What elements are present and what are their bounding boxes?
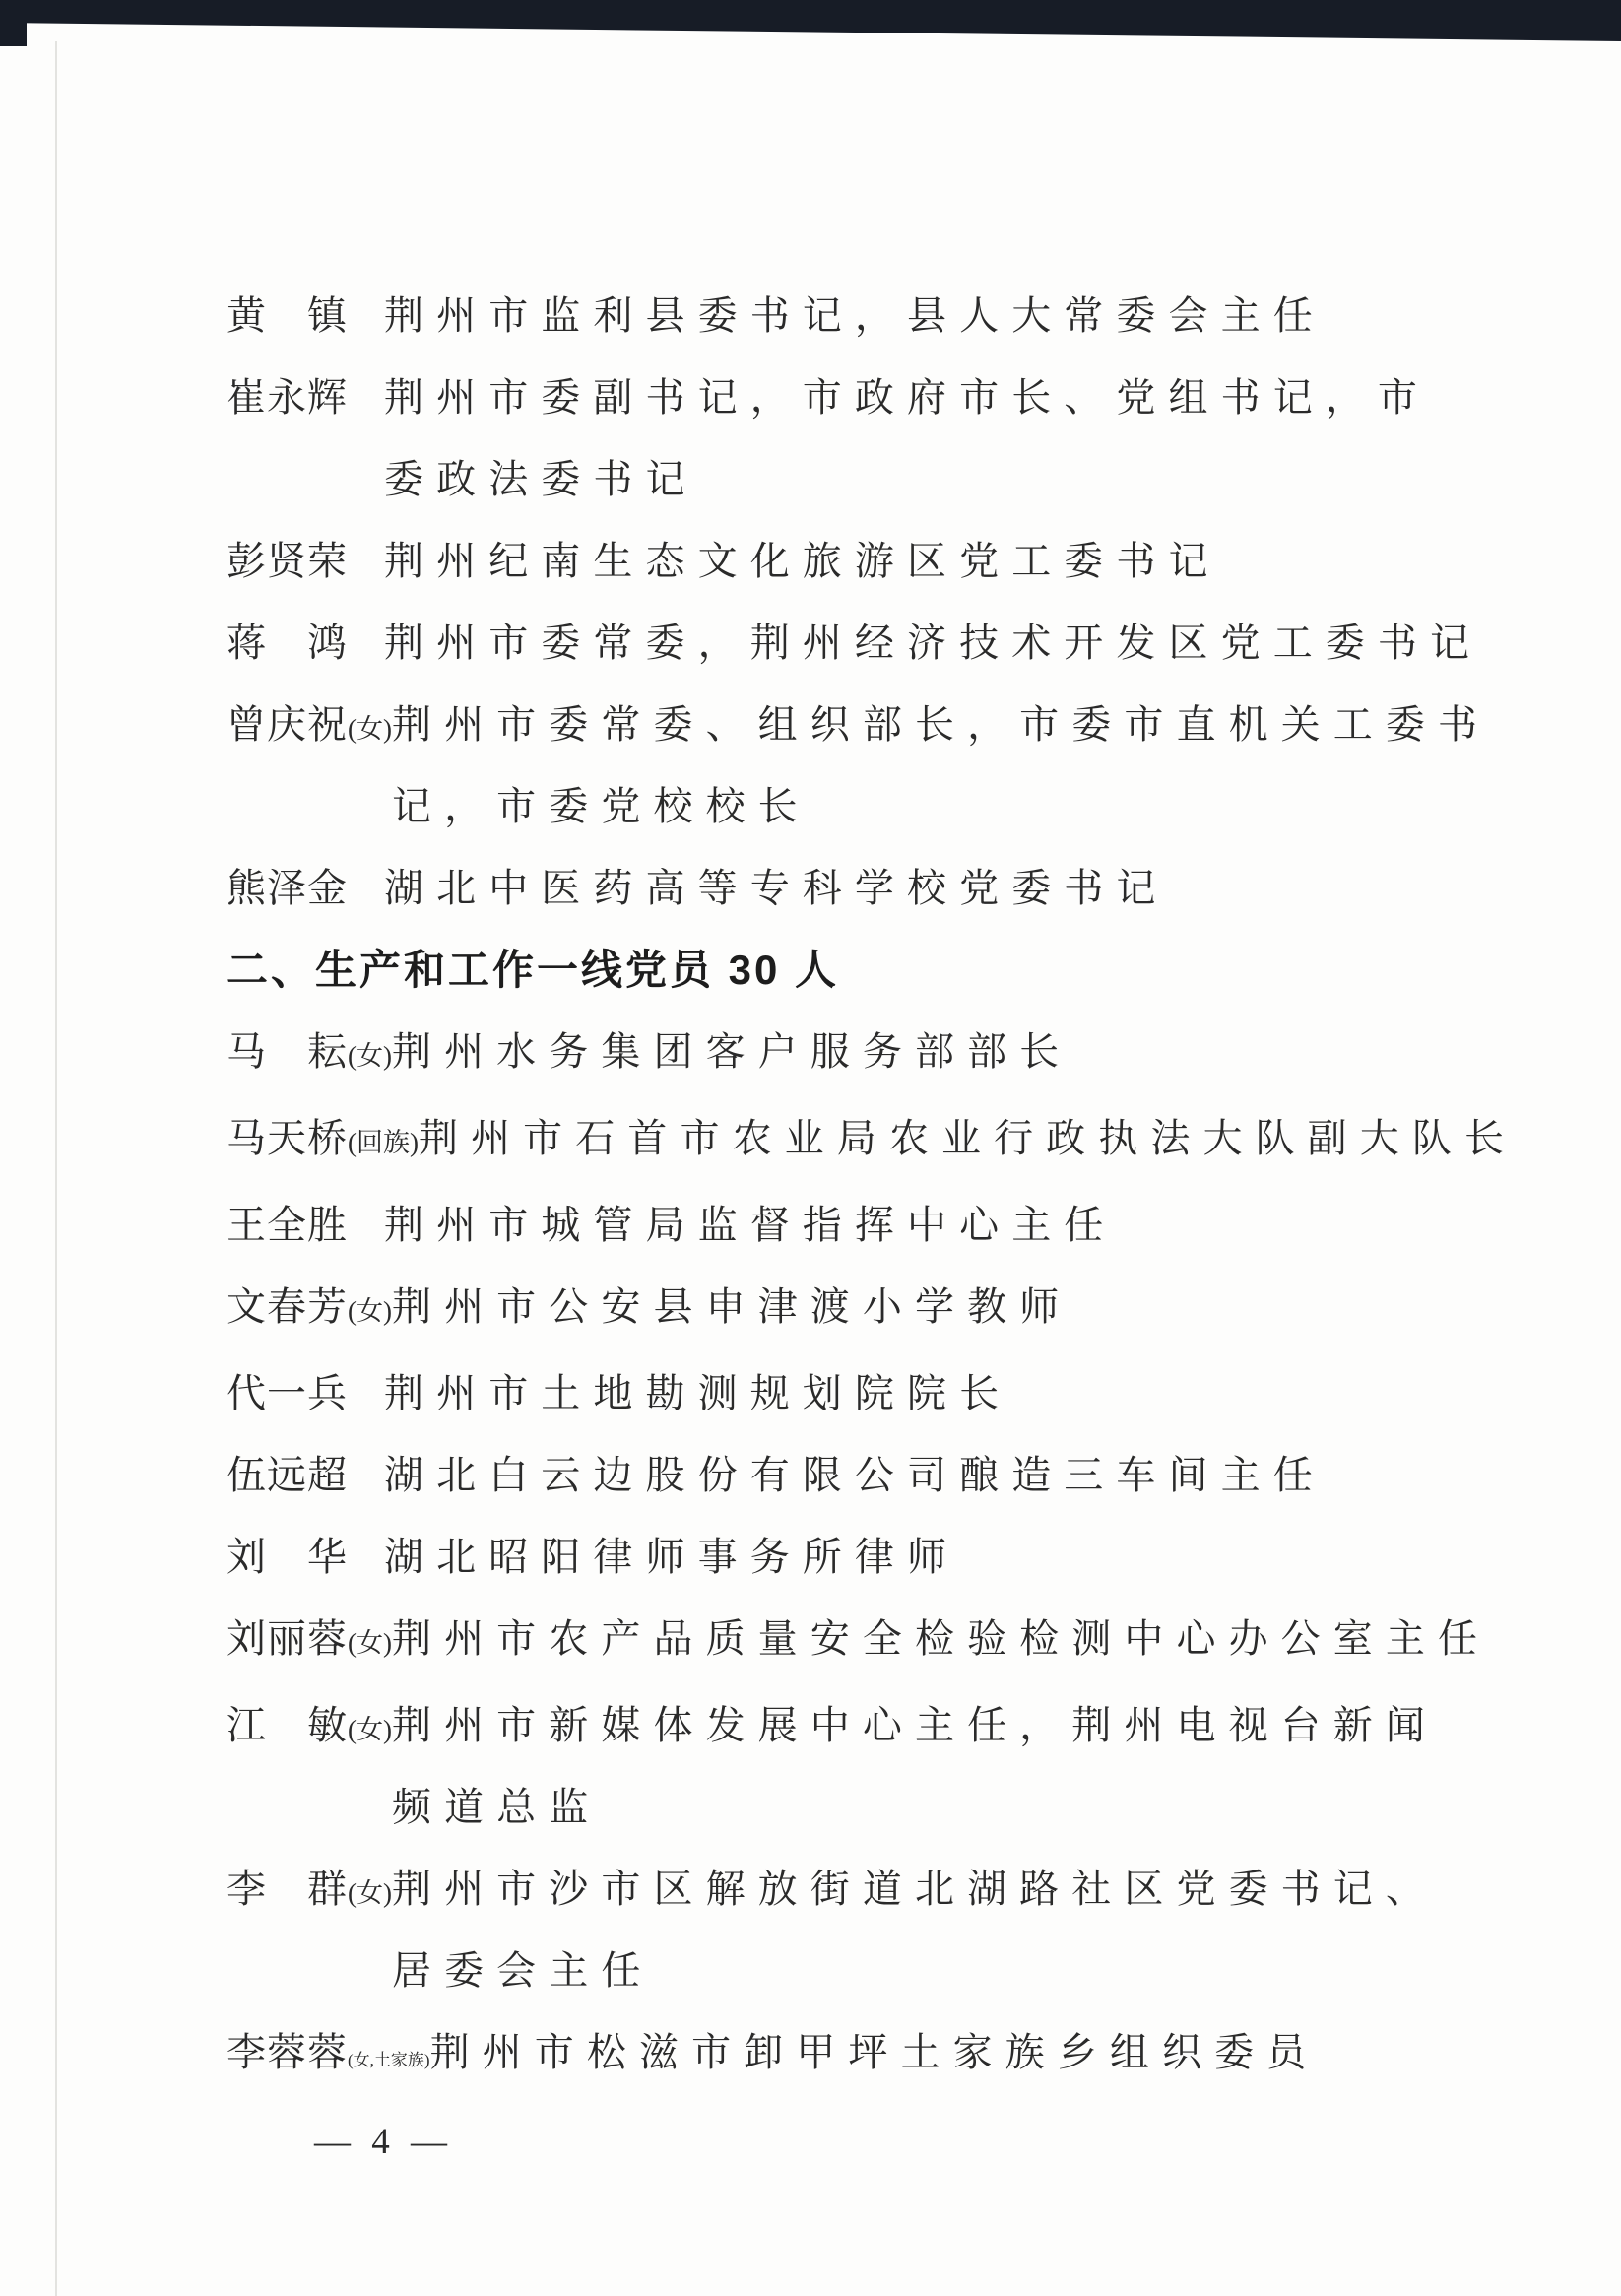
roster-entry (227, 684, 1497, 847)
roster-entry (227, 602, 1497, 684)
member-position (392, 1266, 1438, 1347)
member-position (430, 2011, 1476, 2093)
position-line: 居委会主任 (391, 1948, 654, 1993)
member-name: 文春芳(女) (227, 1284, 392, 1329)
roster-entry (227, 1434, 1497, 1516)
member-name: 李蓉蓉(女,土家族) (227, 2030, 430, 2074)
position-line: 荆州市松滋市卸甲坪土家族乡组织委员 (429, 2030, 1320, 2074)
position-line: 荆州纪南生态文化旅游区党工委书记 (384, 539, 1221, 583)
roster-section-frontline (227, 1011, 1518, 2101)
member-name: 江 敏(女) (227, 1703, 392, 1747)
roster-entry (227, 1097, 1518, 1184)
page-footer (254, 2074, 453, 2210)
member-name: 崔永辉 (227, 375, 348, 420)
roster-section-leaders (227, 275, 1497, 929)
member-name-suffix: (女) (348, 1296, 392, 1326)
member-name: 彭贤荣 (227, 539, 348, 583)
scan-edge-top-band (0, 0, 1621, 43)
member-name: 李 群(女) (227, 1867, 392, 1911)
member-name: 熊泽金 (227, 866, 348, 910)
member-name-suffix: (女) (348, 1041, 392, 1071)
member-name: 黄 镇 (227, 294, 348, 338)
position-line: 湖北白云边股份有限公司酿造三车间主任 (384, 1453, 1326, 1497)
member-position (384, 1516, 1430, 1598)
position-line: 荆州市新媒体发展中心主任，荆州电视台新闻 (391, 1703, 1438, 1747)
member-position (392, 1011, 1438, 1092)
member-position (392, 1848, 1438, 2011)
position-line: 荆州市公安县申津渡小学教师 (391, 1284, 1072, 1329)
member-name-suffix: (女) (348, 1878, 392, 1908)
roster-entry (227, 1598, 1497, 1684)
roster-entry (227, 520, 1497, 602)
member-name: 代一兵 (227, 1371, 348, 1415)
member-name-suffix: (女) (348, 1715, 392, 1744)
member-position (384, 1434, 1430, 1516)
member-position (384, 357, 1430, 520)
member-position (391, 684, 1491, 847)
member-name-suffix: (女) (348, 1628, 392, 1658)
member-position (384, 275, 1430, 357)
section-heading: 二、生产和工作一线党员 30 人 (227, 947, 840, 993)
roster-entry (227, 1848, 1497, 2011)
position-line: 荆州市委副书记，市政府市长、党组书记，市 (384, 375, 1430, 420)
roster-entry (227, 1516, 1497, 1598)
position-line: 荆州市委常委，荆州经济技术开发区党工委书记 (384, 621, 1483, 665)
member-position (384, 1352, 1430, 1434)
position-line: 委政法委书记 (384, 457, 698, 501)
member-position (384, 847, 1430, 929)
member-position (384, 1184, 1430, 1266)
position-line: 频道总监 (391, 1785, 602, 1829)
position-line: 荆州市石首市农业局农业行政执法大队副大队长 (418, 1116, 1518, 1160)
page-number: — 4 — (314, 2122, 453, 2162)
roster-entry (227, 275, 1497, 357)
member-name: 马 耘(女) (227, 1029, 392, 1074)
roster-entry (227, 1184, 1497, 1266)
member-name: 伍远超 (227, 1453, 348, 1497)
member-name-suffix: (回族) (348, 1128, 419, 1157)
member-name: 刘 华 (227, 1535, 348, 1579)
roster-entry (227, 847, 1497, 929)
position-line: 荆州水务集团客户服务部部长 (391, 1029, 1072, 1074)
roster-entry (227, 357, 1497, 520)
roster-list (227, 275, 1518, 2101)
position-line: 荆州市土地勘测规划院院长 (384, 1371, 1012, 1415)
member-name: 马天桥(回族) (227, 1116, 419, 1160)
position-line: 荆州市委常委、组织部长，市委市直机关工委书 (391, 702, 1491, 747)
roster-entry (227, 1352, 1497, 1434)
scan-edge-left-line (55, 41, 57, 2296)
member-position (418, 1097, 1518, 1179)
member-position (384, 602, 1483, 684)
position-line: 荆州市城管局监督指挥中心主任 (384, 1203, 1117, 1247)
member-name: 刘丽蓉(女) (227, 1616, 392, 1661)
roster-entry (227, 1684, 1497, 1848)
member-position (391, 1598, 1491, 1679)
member-name: 王全胜 (227, 1203, 348, 1247)
member-name: 曾庆祝(女) (227, 702, 392, 747)
position-line: 湖北中医药高等专科学校党委书记 (384, 866, 1169, 910)
member-position (392, 1684, 1438, 1848)
position-line: 荆州市沙市区解放街道北湖路社区党委书记、 (391, 1867, 1438, 1911)
member-name-suffix: (女,土家族) (348, 2051, 430, 2069)
roster-entry (227, 1011, 1497, 1097)
position-line: 湖北昭阳律师事务所律师 (384, 1535, 960, 1579)
position-line: 荆州市农产品质量安全检验检测中心办公室主任 (391, 1616, 1491, 1661)
position-line: 记，市委党校校长 (391, 784, 810, 828)
member-position (384, 520, 1430, 602)
member-name: 蒋 鸿 (227, 621, 348, 665)
roster-entry (227, 1266, 1497, 1352)
scan-edge-corner-notch (0, 0, 27, 46)
member-name-suffix: (女) (348, 714, 392, 744)
position-line: 荆州市监利县委书记，县人大常委会主任 (384, 294, 1326, 338)
